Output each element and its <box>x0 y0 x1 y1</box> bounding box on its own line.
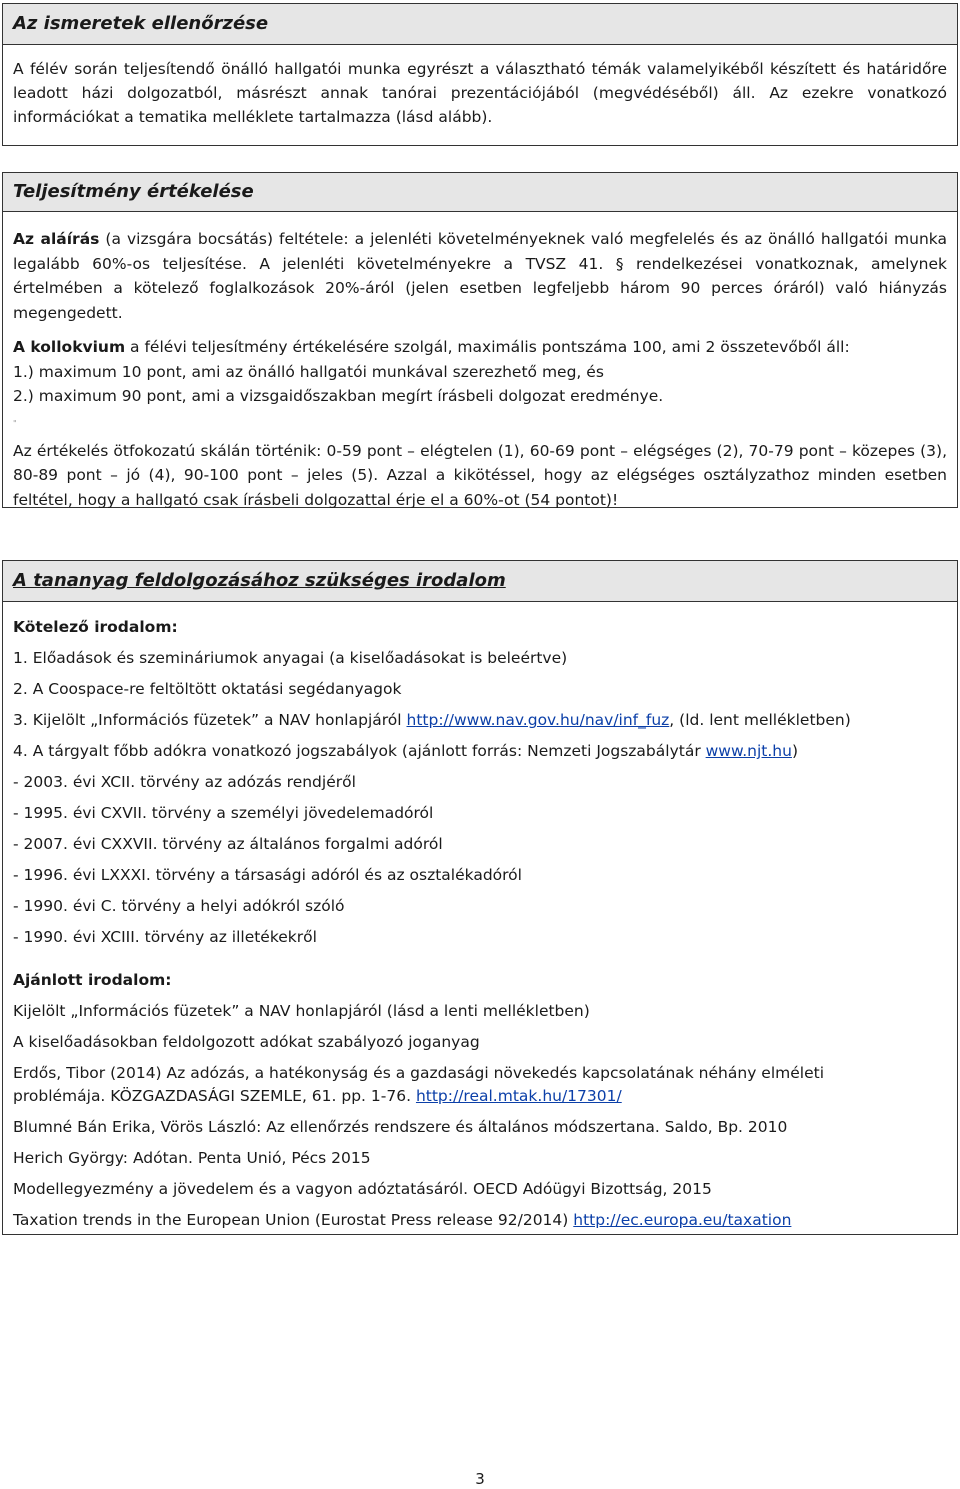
law-item: - 2003. évi XCII. törvény az adózás rendjéről <box>13 773 356 791</box>
required-item-1: 1. Előadások és szemináriumok anyagai (a kiselőadásokat is beleértve) <box>13 649 568 667</box>
signature-paragraph <box>13 227 947 325</box>
section-assessment-title: Az ismeretek ellenőrzése <box>13 13 269 34</box>
section-literature-title: A tananyag feldolgozásához szükséges irodalom <box>13 570 506 591</box>
recommended-item: Kijelölt „Információs füzetek” a NAV honlapjáról (lásd a lenti mellékletben) <box>13 1002 590 1020</box>
grading-paragraph: Az értékelés ötfokozatú skálán történik: 0-59 pont – elégtelen (1), 60-69 pont – elégséges (2), 70-79 pont – közepes (3), 80-89 pont – jó (4), 90-100 pont – jeles (5). Azzal a kikötéssel, hogy az elégséges osztályzathoz minden esetben feltétel, hogy a hallgató csak írásbeli dolgozattal érje el a 60%-ot (54 pontot)! <box>13 441 947 509</box>
mtak-link[interactable]: http://real.mtak.hu/17301/ <box>415 1087 622 1105</box>
colloquium-text: a félévi teljesítmény értékelésére szolgál, maximális pontszáma 100, ami 2 összetevőből áll: <box>125 338 850 356</box>
section-literature-heading <box>3 561 957 602</box>
recommended-item: Herich György: Adótan. Penta Unió, Pécs 2015 <box>13 1149 371 1167</box>
section-assessment-heading <box>3 4 957 45</box>
required-heading: Kötelező irodalom: <box>13 618 178 636</box>
recommended-item: Modellegyezmény a jövedelem és a vagyon adóztatásáról. OECD Adóügyi Bizottság, 2015 <box>13 1180 712 1198</box>
footnote-mark: " <box>13 418 17 428</box>
recommended-item-cont: problémája. KÖZGAZDASÁGI SZEMLE, 61. pp. 1-76. http://real.mtak.hu/17301/ <box>13 1087 622 1105</box>
colloquium-item-1: 1.) maximum 10 pont, ami az önálló hallgatói munkával szerezhető meg, és <box>13 362 604 381</box>
law-item: - 1990. évi XCIII. törvény az illetékekről <box>13 928 317 946</box>
law-item: - 2007. évi CXXVII. törvény az általános forgalmi adóról <box>13 835 443 853</box>
section-performance-heading <box>3 173 957 212</box>
recommended-heading: Ajánlott irodalom: <box>13 971 172 989</box>
recommended-item: A kiselőadásokban feldolgozott adókat szabályozó joganyag <box>13 1033 480 1051</box>
colloquium-item-2: 2.) maximum 90 pont, ami a vizsgaidőszakban megírt írásbeli dolgozat eredménye. <box>13 387 664 405</box>
colloquium-paragraph <box>13 335 947 360</box>
recommended-item: Blumné Bán Erika, Vörös László: Az ellenőrzés rendszere és általános módszertana. Saldo, Bp. 2010 <box>13 1118 788 1136</box>
recommended-item: Taxation trends in the European Union (Eurostat Press release 92/2014) http://ec.europa.eu/taxation <box>13 1211 792 1229</box>
law-item: - 1990. évi C. törvény a helyi adókról szóló <box>13 897 345 915</box>
section-performance <box>2 172 958 508</box>
law-item: - 1996. évi LXXXI. törvény a társasági adóról és az osztalékadóról <box>13 866 522 884</box>
nav-info-link[interactable]: http://www.nav.gov.hu/nav/inf_fuz <box>406 711 670 729</box>
signature-text: (a vizsgára bocsátás) feltétele: a jelenléti követelményeknek való megfelelés és az önálló hallgatói munka legalább 60%-os teljesítése. A jelenléti követelményekre a TVSZ 41. § rendelkezései vonatkoznak, amelynek értelmében a kötelező foglalkozások 20%-áról (jelen esetben legfeljebb három 90 perces óráról) való hiányzás megengedett. <box>13 230 947 322</box>
colloquium-bold: A kollokvium <box>13 338 126 356</box>
assessment-paragraph: A félév során teljesítendő önálló hallgatói munka egyrészt a választható témák valamelyikéből készített és határidőre leadott házi dolgozatból, másrészt annak tanórai prezentációjából (megvédéséből) áll. Az ezekre vonatkozó információkat a tematika melléklete tartalmazza (lásd alább). <box>13 60 947 126</box>
required-item-2: 2. A Coospace-re feltöltött oktatási segédanyagok <box>13 680 402 698</box>
signature-bold: Az aláírás <box>13 230 100 248</box>
section-assessment <box>2 3 958 146</box>
page-number: 3 <box>475 1470 485 1488</box>
eurostat-link[interactable]: http://ec.europa.eu/taxation <box>573 1211 792 1229</box>
recommended-item: Erdős, Tibor (2014) Az adózás, a hatékonyság és a gazdasági növekedés kapcsolatának néhány elméleti <box>13 1064 824 1082</box>
njt-link[interactable]: www.njt.hu <box>705 742 792 760</box>
section-literature <box>2 560 958 1235</box>
section-performance-title: Teljesítmény értékelése <box>13 181 254 202</box>
law-item: - 1995. évi CXVII. törvény a személyi jövedelemadóról <box>13 804 434 822</box>
required-item-4: 4. A tárgyalt főbb adókra vonatkozó jogszabályok (ajánlott forrás: Nemzeti Jogszabálytár www.njt.hu) <box>13 742 799 760</box>
required-item-3: 3. Kijelölt „Információs füzetek” a NAV honlapjáról http://www.nav.gov.hu/nav/inf_fuz, (ld. lent mellékletben) <box>13 711 851 729</box>
